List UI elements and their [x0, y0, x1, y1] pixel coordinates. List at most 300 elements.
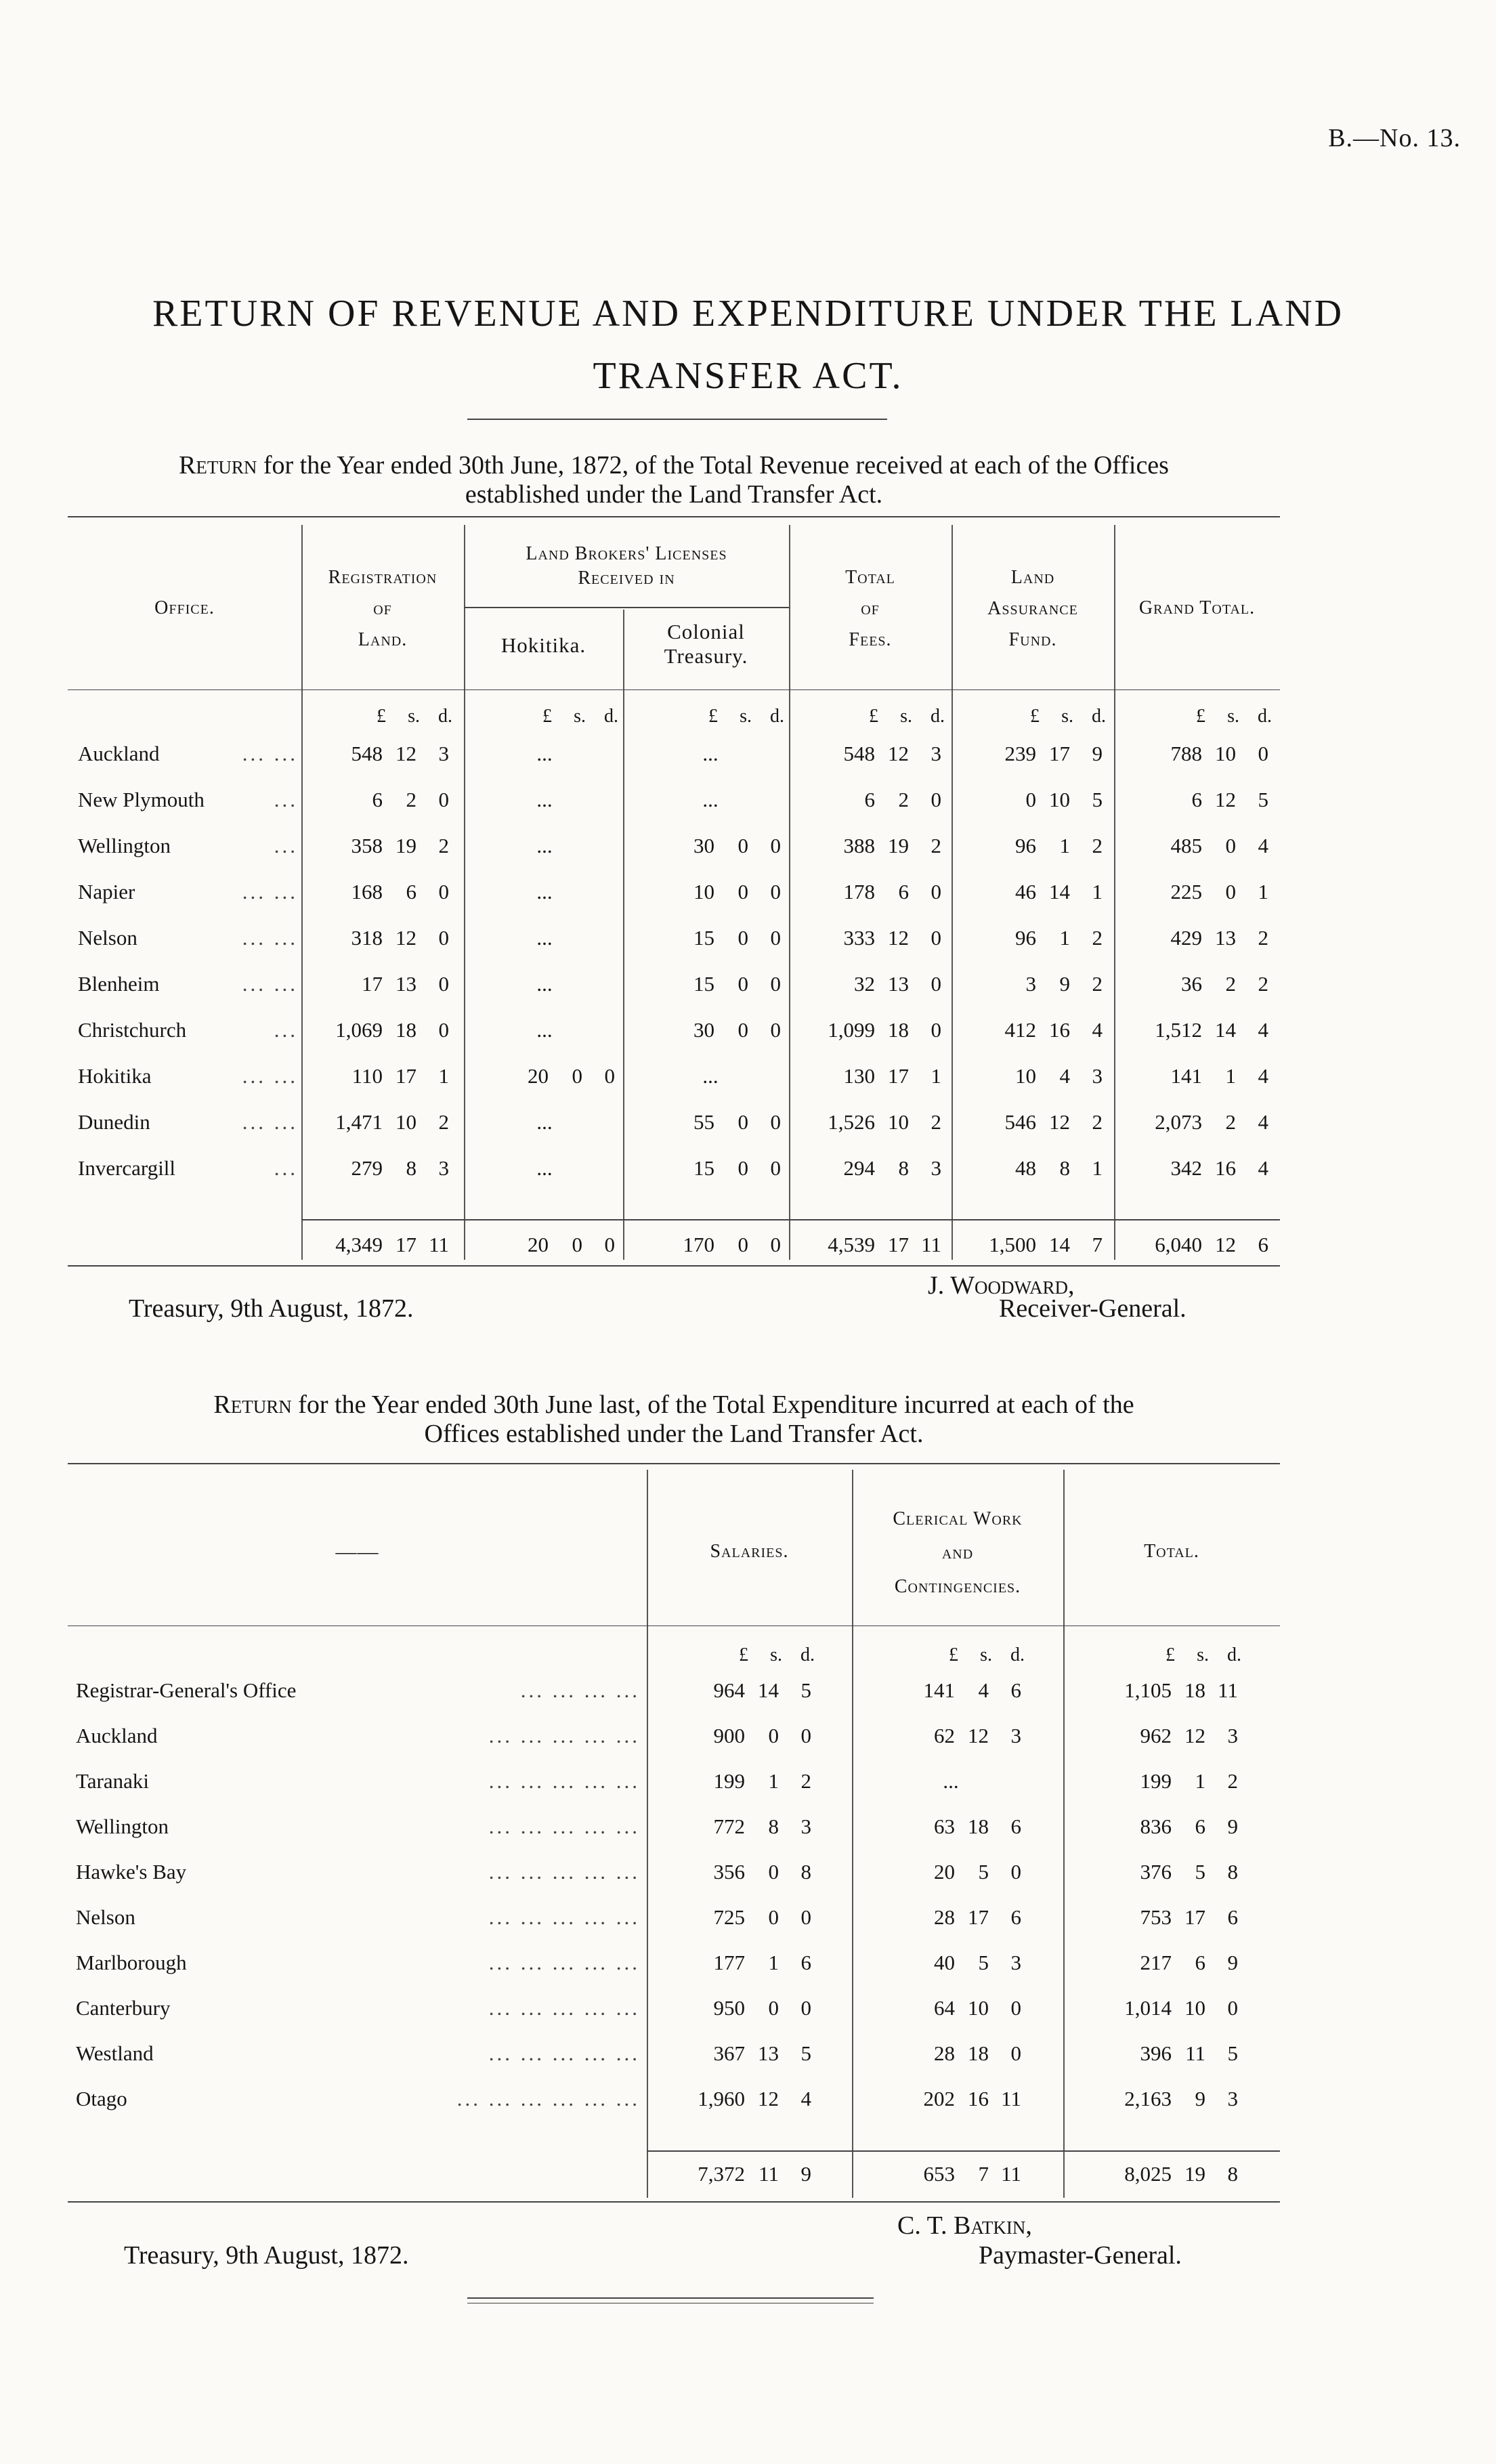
col-header-registration: Registration of Land. — [328, 567, 437, 650]
expenditure-total-cler-pounds: 653 — [923, 2162, 955, 2186]
revenue-cell-fees-shillings: 8 — [898, 1156, 909, 1180]
revenue-row-office: Dunedin — [78, 1110, 150, 1134]
revenue-cell-reg-pence: 2 — [438, 834, 449, 857]
revenue-cell-fund-shillings: 8 — [1059, 1156, 1070, 1180]
expenditure-total-total-pence: 8 — [1227, 2162, 1238, 2186]
revenue-cell-col-pence: 0 — [770, 1018, 781, 1042]
expenditure-total-cler — [880, 2162, 1021, 2186]
expenditure-cell-cler-pence: 3 — [1010, 1951, 1021, 1974]
revenue-cell-reg-shillings: 12 — [396, 926, 416, 950]
revenue-units-col-s: s. — [740, 706, 752, 727]
revenue-cell-fund-pounds: 48 — [1015, 1156, 1036, 1180]
revenue-total-col-pounds: 170 — [683, 1233, 714, 1256]
revenue-cell-col-pence: 0 — [770, 926, 781, 950]
revenue-units-reg-d: d. — [438, 706, 452, 727]
expenditure-cell-sal-pounds: 964 — [713, 1678, 745, 1702]
expenditure-cell-cler-pence: 6 — [1010, 1814, 1021, 1838]
revenue-cell-fees-shillings: 10 — [888, 1110, 909, 1134]
revenue-cell-reg-pence: 2 — [438, 1110, 449, 1134]
closing-rule-1 — [467, 2297, 874, 2299]
revenue-cell-fund-shillings: 16 — [1049, 1018, 1070, 1042]
revenue-units-fees-d: d. — [931, 706, 945, 727]
revenue-cell-fees-shillings: 19 — [888, 834, 909, 857]
revenue-cell-fees-pounds: 388 — [843, 834, 875, 857]
expenditure-intro-text: for the Year ended 30th June last, of the Total Expenditure incurred at each of the — [298, 1390, 1134, 1419]
expenditure-intro-lead: Return — [213, 1390, 292, 1419]
revenue-cell-grand-pounds: 225 — [1170, 880, 1202, 904]
revenue-row-office: Wellington — [78, 834, 171, 857]
revenue-total-grand-shillings: 12 — [1215, 1233, 1236, 1256]
revenue-cell-grand — [1128, 834, 1268, 858]
revenue-cell-reg — [308, 1110, 449, 1134]
expenditure-row-leader: ... ... ... ... — [520, 1678, 640, 1702]
expenditure-total-sal-pence: 9 — [800, 2162, 811, 2186]
revenue-total-fund-pence: 7 — [1092, 1233, 1103, 1256]
revenue-cell-fund-pounds: 3 — [1025, 972, 1036, 996]
col-header-hokitika: Hokitika. — [500, 633, 586, 657]
expenditure-cell-cler-pounds: 40 — [934, 1951, 955, 1974]
expenditure-cell-total-shillings: 6 — [1195, 1951, 1205, 1974]
expenditure-cell-cler-shillings: 4 — [978, 1678, 989, 1702]
revenue-cell-reg-pounds: 318 — [351, 926, 383, 950]
revenue-cell-fund — [962, 1156, 1103, 1181]
expenditure-cell-sal — [670, 2087, 811, 2111]
revenue-cell-col — [640, 972, 781, 996]
expenditure-cell-cler-pounds: 141 — [923, 1678, 955, 1702]
expenditure-cell-cler-pence: 6 — [1010, 1678, 1021, 1702]
revenue-cell-grand-shillings: 1 — [1225, 1064, 1236, 1088]
expenditure-cell-sal-shillings: 1 — [768, 1769, 779, 1793]
col-header-exp-total: Total. — [1144, 1541, 1199, 1562]
revenue-cell-reg-pounds: 168 — [351, 880, 383, 904]
expenditure-row-office: Hawke's Bay — [76, 1860, 187, 1884]
revenue-units-hok — [477, 706, 618, 727]
revenue-cell-fees-pounds: 32 — [854, 972, 875, 996]
revenue-cell-reg-shillings: 19 — [396, 834, 416, 857]
revenue-cell-reg — [308, 788, 449, 812]
revenue-cell-col-pence: 0 — [770, 834, 781, 857]
expenditure-units-total — [1100, 1644, 1241, 1666]
expenditure-cell-total-pounds: 376 — [1140, 1860, 1172, 1884]
revenue-cell-col-pounds: 15 — [693, 1156, 714, 1180]
expenditure-cell-total — [1097, 2041, 1238, 2066]
revenue-cell-col-shillings: 0 — [738, 1018, 748, 1042]
expenditure-cell-cler-pence: 3 — [1010, 1724, 1021, 1747]
revenue-total-reg — [308, 1233, 449, 1257]
revenue-cell-fund-pounds: 96 — [1015, 926, 1036, 950]
expenditure-cell-cler — [880, 2041, 1021, 2066]
expenditure-cell-sal-pounds: 356 — [713, 1860, 745, 1884]
revenue-intro-line-2: established under the Land Transfer Act. — [465, 480, 883, 509]
revenue-total-reg-shillings: 17 — [396, 1233, 416, 1256]
expenditure-cell-sal-pence: 8 — [800, 1860, 811, 1884]
revenue-cell-fees-pounds: 294 — [843, 1156, 875, 1180]
revenue-cell-col — [640, 1156, 781, 1181]
expenditure-row-leader: ... ... ... ... ... — [488, 1996, 640, 2020]
revenue-cell-fees-shillings: 6 — [898, 880, 909, 904]
expenditure-cell-cler-pence: 6 — [1010, 1905, 1021, 1929]
revenue-cell-fees-pence: 0 — [931, 972, 941, 996]
revenue-cell-col-pounds: 30 — [693, 834, 714, 857]
revenue-cell-grand-pounds: 788 — [1170, 742, 1202, 765]
revenue-total-reg-pounds: 4,349 — [335, 1233, 383, 1256]
revenue-total-hok-shillings: 0 — [572, 1233, 582, 1256]
expenditure-units-sal-s: s. — [770, 1644, 782, 1665]
expenditure-row-office: Marlborough — [76, 1951, 187, 1974]
expenditure-signer: C. T. Batkin, — [897, 2211, 1032, 2240]
revenue-cell-fund-shillings: 1 — [1059, 926, 1070, 950]
expenditure-total-sal-shillings: 11 — [758, 2162, 779, 2186]
expenditure-units-sal — [674, 1644, 815, 1666]
expenditure-cell-sal-pounds: 1,960 — [698, 2087, 745, 2110]
expenditure-cell-cler: ... — [943, 1769, 959, 1793]
expenditure-cell-cler-shillings: 18 — [968, 2041, 989, 2065]
expenditure-place-date: Treasury, 9th August, 1872. — [124, 2241, 409, 2270]
revenue-cell-fees-pence: 1 — [931, 1064, 941, 1088]
revenue-cell-fees-pence: 0 — [931, 1018, 941, 1042]
document-reference: B.—No. 13. — [1328, 124, 1461, 152]
revenue-cell-grand-pounds: 6 — [1191, 788, 1202, 811]
revenue-cell-fees — [800, 1110, 941, 1134]
expenditure-row-leader: ... ... ... ... ... — [488, 1905, 640, 1929]
revenue-cell-grand-pence: 1 — [1258, 880, 1268, 904]
revenue-cell-col-shillings: 0 — [738, 880, 748, 904]
expenditure-cell-cler-shillings: 5 — [978, 1951, 989, 1974]
revenue-cell-fund-pence: 2 — [1092, 834, 1103, 857]
col-header-total-fees: Total of Fees. — [845, 567, 895, 650]
expenditure-units-total-d: d. — [1227, 1644, 1241, 1665]
revenue-cell-grand-pounds: 485 — [1170, 834, 1202, 857]
revenue-units-fund-s: s. — [1061, 706, 1073, 727]
expenditure-cell-total — [1097, 1996, 1238, 2020]
revenue-cell-fees-pounds: 333 — [843, 926, 875, 950]
revenue-cell-reg-pounds: 6 — [372, 788, 383, 811]
expenditure-cell-sal-shillings: 0 — [768, 1860, 779, 1884]
expenditure-cell-total — [1097, 1814, 1238, 1839]
expenditure-total-sal-pounds: 7,372 — [698, 2162, 745, 2186]
expenditure-cell-total-pence: 8 — [1227, 1860, 1238, 1884]
revenue-cell-grand — [1128, 972, 1268, 996]
expenditure-cell-total-pounds: 753 — [1140, 1905, 1172, 1929]
revenue-cell-reg-shillings: 6 — [406, 880, 416, 904]
expenditure-cell-total — [1097, 1769, 1238, 1793]
revenue-signer: J. Woodward, — [928, 1271, 1075, 1300]
col-header-clerical: Clerical Work and Contingencies. — [893, 1508, 1023, 1597]
revenue-total-fund — [962, 1233, 1103, 1257]
revenue-cell-col-pounds: 15 — [693, 926, 714, 950]
revenue-cell-fees-pounds: 6 — [864, 788, 875, 811]
revenue-cell-col-pounds: 55 — [693, 1110, 714, 1134]
revenue-cell-fund — [962, 834, 1103, 858]
revenue-cell-fees — [800, 1018, 941, 1042]
expenditure-cell-sal-shillings: 0 — [768, 1996, 779, 2020]
revenue-cell-col-pounds: 10 — [693, 880, 714, 904]
col-header-exp-office: —— — [335, 1539, 379, 1563]
expenditure-cell-total-pounds: 1,105 — [1124, 1678, 1172, 1702]
col-header-land-assurance: Land Assurance Fund. — [987, 567, 1078, 650]
col-header-brokers: Land Brokers' Licenses Received in — [526, 543, 727, 589]
revenue-cell-col-shillings: 0 — [738, 834, 748, 857]
expenditure-cell-cler-shillings: 10 — [968, 1996, 989, 2020]
revenue-row-office: Blenheim — [78, 972, 160, 996]
expenditure-cell-sal-pounds: 367 — [713, 2041, 745, 2065]
revenue-cell-grand — [1128, 1110, 1268, 1134]
expenditure-table-top-rule — [68, 1463, 1280, 1464]
expenditure-cell-sal-pounds: 199 — [713, 1769, 745, 1793]
revenue-cell-reg-pence: 0 — [438, 1018, 449, 1042]
revenue-units-fees-s: s. — [900, 706, 912, 727]
revenue-cell-grand-shillings: 12 — [1215, 788, 1236, 811]
revenue-cell-hok: ... — [536, 742, 553, 765]
revenue-units-reg-p: £ — [377, 706, 386, 727]
revenue-cell-fund-shillings: 17 — [1049, 742, 1070, 765]
expenditure-cell-total — [1097, 2087, 1238, 2111]
expenditure-cell-total-shillings: 11 — [1185, 2041, 1205, 2065]
revenue-total-hok-pounds: 20 — [528, 1233, 549, 1256]
revenue-cell-fund-shillings: 4 — [1059, 1064, 1070, 1088]
revenue-cell-col-pence: 0 — [770, 1156, 781, 1180]
revenue-table-top-rule — [68, 516, 1280, 517]
revenue-cell-fees — [800, 926, 941, 950]
expenditure-cell-cler-pence: 0 — [1010, 1860, 1021, 1884]
expenditure-cell-total-pounds: 199 — [1140, 1769, 1172, 1793]
revenue-cell-fees — [800, 972, 941, 996]
revenue-cell-fees-pence: 0 — [931, 788, 941, 811]
revenue-intro-lead: Return — [179, 451, 257, 480]
revenue-cell-reg-shillings: 10 — [396, 1110, 416, 1134]
revenue-cell-reg-shillings: 8 — [406, 1156, 416, 1180]
expenditure-total-cler-pence: 11 — [1001, 2162, 1021, 2186]
revenue-cell-fund-pence: 2 — [1092, 926, 1103, 950]
expenditure-cell-total-pence: 3 — [1227, 1724, 1238, 1747]
revenue-units-col — [643, 706, 784, 727]
revenue-cell-fund-shillings: 14 — [1049, 880, 1070, 904]
expenditure-cell-total-pounds: 962 — [1140, 1724, 1172, 1747]
revenue-cell-hok: ... — [536, 1018, 553, 1042]
revenue-cell-reg-pence: 0 — [438, 926, 449, 950]
expenditure-cell-total — [1097, 1905, 1238, 1930]
expenditure-cell-cler-pounds: 28 — [934, 1905, 955, 1929]
expenditure-cell-sal-pounds: 900 — [713, 1724, 745, 1747]
expenditure-cell-total-shillings: 18 — [1184, 1678, 1205, 1702]
revenue-cell-fees — [800, 788, 941, 812]
revenue-cell-fund — [962, 1018, 1103, 1042]
expenditure-cell-sal-pence: 3 — [800, 1814, 811, 1838]
expenditure-row-leader: ... ... ... ... ... ... — [456, 2087, 640, 2110]
expenditure-signer-title: Paymaster-General. — [979, 2241, 1182, 2270]
expenditure-cell-total-shillings: 5 — [1195, 1860, 1205, 1884]
revenue-cell-fund-pounds: 412 — [1004, 1018, 1036, 1042]
revenue-cell-fund-pence: 2 — [1092, 1110, 1103, 1134]
expenditure-cell-sal-pence: 0 — [800, 1724, 811, 1747]
revenue-cell-reg-pence: 0 — [438, 788, 449, 811]
expenditure-cell-sal-pence: 6 — [800, 1951, 811, 1974]
expenditure-cell-cler-pounds: 28 — [934, 2041, 955, 2065]
expenditure-cell-total-pounds: 2,163 — [1124, 2087, 1172, 2110]
expenditure-units-total-s: s. — [1197, 1644, 1209, 1665]
revenue-table-bottom-rule — [68, 1265, 1280, 1267]
expenditure-cell-cler-pounds: 20 — [934, 1860, 955, 1884]
expenditure-cell-sal-pence: 5 — [800, 1678, 811, 1702]
revenue-cell-grand — [1128, 880, 1268, 904]
revenue-cell-grand-pounds: 429 — [1170, 926, 1202, 950]
revenue-cell-hok-pence: 0 — [604, 1064, 615, 1088]
revenue-row-leader: ... — [274, 1018, 298, 1042]
revenue-cell-reg — [308, 1156, 449, 1181]
revenue-cell-grand-shillings: 13 — [1215, 926, 1236, 950]
revenue-total-fees-pounds: 4,539 — [828, 1233, 875, 1256]
revenue-cell-reg — [308, 972, 449, 996]
revenue-cell-reg-shillings: 18 — [396, 1018, 416, 1042]
revenue-cell-fees-pounds: 178 — [843, 880, 875, 904]
expenditure-cell-sal — [670, 1951, 811, 1975]
expenditure-cell-total-pence: 5 — [1227, 2041, 1238, 2065]
revenue-cell-fund-pence: 1 — [1092, 880, 1103, 904]
revenue-cell-col-shillings: 0 — [738, 972, 748, 996]
expenditure-cell-sal-shillings: 14 — [758, 1678, 779, 1702]
expenditure-cell-cler-shillings: 12 — [968, 1724, 989, 1747]
expenditure-cell-total-shillings: 1 — [1195, 1769, 1205, 1793]
expenditure-cell-sal-shillings: 12 — [758, 2087, 779, 2110]
revenue-cell-grand-shillings: 14 — [1215, 1018, 1236, 1042]
revenue-total-col-pence: 0 — [770, 1233, 781, 1256]
revenue-row-leader: ... ... — [242, 1110, 298, 1134]
revenue-cell-fees — [800, 880, 941, 904]
expenditure-cell-total-pounds: 836 — [1140, 1814, 1172, 1838]
revenue-total-fund-pounds: 1,500 — [989, 1233, 1036, 1256]
page-title-line-2: TRANSFER ACT. — [593, 355, 903, 397]
revenue-cell-hok: ... — [536, 834, 553, 857]
revenue-cell-reg — [308, 742, 449, 766]
revenue-cell-fees-pence: 0 — [931, 926, 941, 950]
expenditure-cell-total-shillings: 10 — [1184, 1996, 1205, 2020]
expenditure-total-total — [1097, 2162, 1238, 2186]
revenue-cell-fees-shillings: 12 — [888, 926, 909, 950]
revenue-cell-reg — [308, 1018, 449, 1042]
expenditure-cell-sal-pounds: 950 — [713, 1996, 745, 2020]
revenue-cell-grand — [1128, 742, 1268, 766]
revenue-cell-reg-shillings: 2 — [406, 788, 416, 811]
revenue-cell-fees — [800, 1064, 941, 1088]
expenditure-cell-total-shillings: 9 — [1195, 2087, 1205, 2110]
expenditure-row-office: Registrar-General's Office — [76, 1678, 297, 1702]
revenue-cell-fund — [962, 1064, 1103, 1088]
revenue-cell-col-pence: 0 — [770, 880, 781, 904]
revenue-cell-grand-pence: 4 — [1258, 1018, 1268, 1042]
revenue-cell-col — [640, 1110, 781, 1134]
expenditure-total-sal — [670, 2162, 811, 2186]
expenditure-cell-cler-pence: 11 — [1001, 2087, 1021, 2110]
revenue-cell-hok: ... — [536, 788, 553, 811]
expenditure-cell-sal-pounds: 725 — [713, 1905, 745, 1929]
revenue-cell-fund — [962, 926, 1103, 950]
revenue-cell-fund-pounds: 0 — [1025, 788, 1036, 811]
expenditure-cell-sal-pence: 0 — [800, 1905, 811, 1929]
expenditure-cell-sal — [670, 1814, 811, 1839]
expenditure-row-office: Westland — [76, 2041, 154, 2065]
revenue-cell-fund-shillings: 1 — [1059, 834, 1070, 857]
expenditure-total-total-pounds: 8,025 — [1124, 2162, 1172, 2186]
expenditure-row-leader: ... ... ... ... ... — [488, 1860, 640, 1884]
revenue-cell-fund-shillings: 9 — [1059, 972, 1070, 996]
revenue-cell-grand — [1128, 1018, 1268, 1042]
expenditure-cell-sal-shillings: 1 — [768, 1951, 779, 1974]
expenditure-row-office: Taranaki — [76, 1769, 149, 1793]
revenue-cell-reg — [308, 926, 449, 950]
revenue-cell-fund-pence: 1 — [1092, 1156, 1103, 1180]
expenditure-cell-sal — [670, 1860, 811, 1884]
revenue-cell-fees-pounds: 1,526 — [828, 1110, 875, 1134]
expenditure-cell-cler — [880, 2087, 1021, 2111]
revenue-cell-fees-pence: 2 — [931, 1110, 941, 1134]
revenue-cell-grand-pence: 4 — [1258, 1110, 1268, 1134]
revenue-cell-hok — [474, 1064, 615, 1088]
revenue-units-reg — [312, 706, 452, 727]
revenue-cell-col — [640, 926, 781, 950]
revenue-cell-hok: ... — [536, 972, 553, 996]
expenditure-table-bottom-rule — [68, 2201, 1280, 2203]
expenditure-cell-sal-pence: 2 — [800, 1769, 811, 1793]
revenue-cell-fund-pence: 5 — [1092, 788, 1103, 811]
revenue-row-office: Nelson — [78, 926, 137, 950]
revenue-cell-grand-pounds: 36 — [1181, 972, 1202, 996]
expenditure-row-office: Nelson — [76, 1905, 135, 1929]
expenditure-row-leader: ... ... ... ... ... — [488, 1814, 640, 1838]
expenditure-row-leader: ... ... ... ... ... — [488, 1724, 640, 1747]
revenue-total-col-shillings: 0 — [738, 1233, 748, 1256]
revenue-cell-reg-pounds: 17 — [362, 972, 383, 996]
col-header-grand-total: Grand Total. — [1138, 597, 1256, 618]
revenue-cell-fees-shillings: 13 — [888, 972, 909, 996]
expenditure-cell-cler-pounds: 202 — [923, 2087, 955, 2110]
expenditure-units-cler-d: d. — [1010, 1644, 1025, 1665]
revenue-cell-reg-shillings: 13 — [396, 972, 416, 996]
revenue-cell-reg — [308, 880, 449, 904]
revenue-cell-fund-pence: 9 — [1092, 742, 1103, 765]
expenditure-cell-sal-pounds: 772 — [713, 1814, 745, 1838]
revenue-intro-text: for the Year ended 30th June, 1872, of the Total Revenue received at each of the Offices — [263, 451, 1169, 480]
expenditure-units-cler-p: £ — [949, 1644, 958, 1665]
revenue-units-col-p: £ — [708, 706, 718, 727]
revenue-total-hok-pence: 0 — [604, 1233, 615, 1256]
revenue-cell-reg-pounds: 279 — [351, 1156, 383, 1180]
revenue-cell-grand-shillings: 2 — [1225, 1110, 1236, 1134]
revenue-signer-title: Receiver-General. — [999, 1294, 1187, 1323]
expenditure-row-office: Canterbury — [76, 1996, 171, 2020]
revenue-cell-fund-pence: 3 — [1092, 1064, 1103, 1088]
expenditure-intro — [68, 1390, 1280, 1420]
revenue-units-fund — [965, 706, 1106, 727]
revenue-units-grand-p: £ — [1196, 706, 1205, 727]
expenditure-cell-cler-shillings: 17 — [968, 1905, 989, 1929]
expenditure-cell-total-pence: 6 — [1227, 1905, 1238, 1929]
revenue-total-fees — [800, 1233, 941, 1257]
revenue-cell-fund-pounds: 46 — [1015, 880, 1036, 904]
revenue-cell-reg-shillings: 12 — [396, 742, 416, 765]
revenue-cell-grand-pence: 0 — [1258, 742, 1268, 765]
revenue-cell-col: ... — [702, 1064, 719, 1088]
expenditure-units-cler-s: s. — [980, 1644, 992, 1665]
revenue-cell-fund — [962, 972, 1103, 996]
revenue-total-col — [640, 1233, 781, 1257]
revenue-cell-fees — [800, 742, 941, 766]
revenue-cell-fees-pence: 0 — [931, 880, 941, 904]
expenditure-cell-total-shillings: 6 — [1195, 1814, 1205, 1838]
expenditure-cell-total-pence: 2 — [1227, 1769, 1238, 1793]
revenue-cell-grand-pence: 4 — [1258, 834, 1268, 857]
revenue-cell-reg-pence: 3 — [438, 742, 449, 765]
expenditure-cell-total-pence: 11 — [1218, 1678, 1238, 1702]
